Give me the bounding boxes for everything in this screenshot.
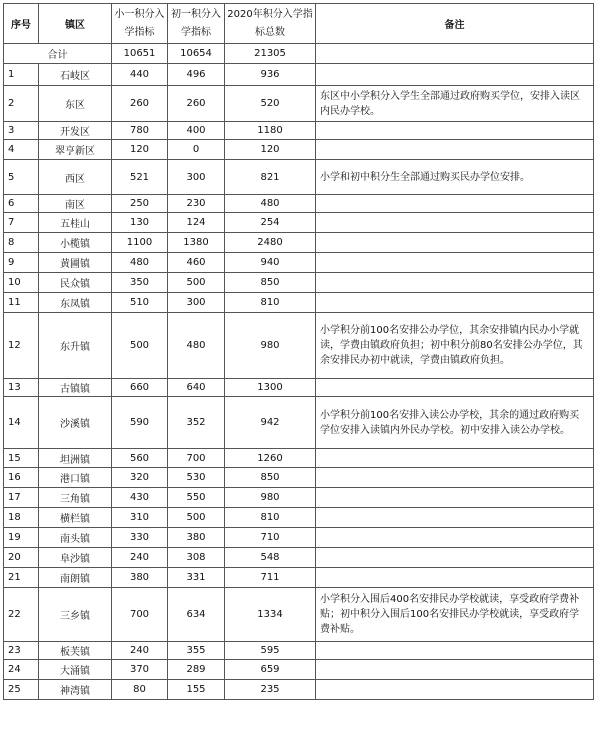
row-total-quota: 710	[225, 528, 316, 548]
table-row	[4, 379, 594, 397]
table-row	[4, 313, 594, 379]
row-total-quota: 810	[225, 293, 316, 313]
row-junior-quota: 700	[168, 449, 225, 468]
row-primary-quota: 310	[112, 508, 168, 528]
row-primary-quota: 240	[112, 642, 168, 660]
row-district: 黄圃镇	[39, 253, 112, 273]
row-district: 大涌镇	[39, 660, 112, 680]
header-junior-quota: 初一积分入学指标	[168, 4, 225, 44]
quota-table	[3, 3, 594, 700]
summary-primary: 10651	[112, 44, 168, 64]
row-junior-quota: 530	[168, 468, 225, 488]
row-seq: 9	[4, 253, 39, 273]
row-junior-quota: 352	[168, 397, 225, 449]
row-junior-quota: 300	[168, 160, 225, 195]
row-remark	[316, 213, 594, 233]
row-primary-quota: 370	[112, 660, 168, 680]
table-row	[4, 195, 594, 213]
row-primary-quota: 380	[112, 568, 168, 588]
row-seq: 22	[4, 588, 39, 642]
quota-table-sheet	[3, 3, 593, 700]
row-district: 民众镇	[39, 273, 112, 293]
table-row	[4, 488, 594, 508]
table-row	[4, 397, 594, 449]
row-district: 东区	[39, 86, 112, 122]
row-district: 东凤镇	[39, 293, 112, 313]
row-remark	[316, 195, 594, 213]
table-row	[4, 160, 594, 195]
row-primary-quota: 480	[112, 253, 168, 273]
row-remark	[316, 568, 594, 588]
row-primary-quota: 500	[112, 313, 168, 379]
row-junior-quota: 634	[168, 588, 225, 642]
row-total-quota: 850	[225, 468, 316, 488]
row-primary-quota: 780	[112, 122, 168, 140]
table-row	[4, 548, 594, 568]
table-row	[4, 122, 594, 140]
row-junior-quota: 260	[168, 86, 225, 122]
row-primary-quota: 330	[112, 528, 168, 548]
row-district: 横栏镇	[39, 508, 112, 528]
row-primary-quota: 260	[112, 86, 168, 122]
table-row	[4, 508, 594, 528]
row-seq: 6	[4, 195, 39, 213]
row-remark: 小学积分前100名安排公办学位，其余安排镇内民办小学就读，学费由镇政府负担；初中积分前80名安排公办学位，其余安排民办初中就读，学费由镇政府负担。	[316, 313, 594, 379]
row-seq: 2	[4, 86, 39, 122]
row-seq: 20	[4, 548, 39, 568]
row-seq: 10	[4, 273, 39, 293]
row-primary-quota: 660	[112, 379, 168, 397]
row-primary-quota: 250	[112, 195, 168, 213]
row-primary-quota: 440	[112, 64, 168, 86]
row-remark	[316, 140, 594, 160]
row-junior-quota: 308	[168, 548, 225, 568]
header-primary-quota: 小一积分入学指标	[112, 4, 168, 44]
row-total-quota: 1300	[225, 379, 316, 397]
row-remark	[316, 253, 594, 273]
header-total-quota: 2020年积分入学指标总数	[225, 4, 316, 44]
row-seq: 17	[4, 488, 39, 508]
row-remark: 东区中小学积分入学生全部通过政府购买学位，安排入读区内民办学校。	[316, 86, 594, 122]
row-seq: 11	[4, 293, 39, 313]
header-row	[4, 4, 594, 44]
row-seq: 16	[4, 468, 39, 488]
table-row	[4, 253, 594, 273]
row-total-quota: 711	[225, 568, 316, 588]
table-row	[4, 528, 594, 548]
summary-junior: 10654	[168, 44, 225, 64]
row-junior-quota: 300	[168, 293, 225, 313]
summary-label: 合计	[4, 44, 112, 64]
row-primary-quota: 700	[112, 588, 168, 642]
row-seq: 21	[4, 568, 39, 588]
table-row	[4, 660, 594, 680]
row-seq: 1	[4, 64, 39, 86]
row-seq: 19	[4, 528, 39, 548]
row-junior-quota: 155	[168, 680, 225, 700]
row-primary-quota: 240	[112, 548, 168, 568]
row-district: 五桂山	[39, 213, 112, 233]
row-remark	[316, 64, 594, 86]
table-row	[4, 468, 594, 488]
row-district: 西区	[39, 160, 112, 195]
row-total-quota: 1334	[225, 588, 316, 642]
row-remark	[316, 273, 594, 293]
table-row	[4, 273, 594, 293]
row-district: 三角镇	[39, 488, 112, 508]
row-remark	[316, 233, 594, 253]
row-district: 沙溪镇	[39, 397, 112, 449]
row-total-quota: 940	[225, 253, 316, 273]
header-remark: 备注	[316, 4, 594, 44]
row-seq: 15	[4, 449, 39, 468]
row-junior-quota: 124	[168, 213, 225, 233]
row-remark	[316, 508, 594, 528]
table-body	[4, 44, 594, 700]
row-district: 古镇镇	[39, 379, 112, 397]
table-row	[4, 64, 594, 86]
row-total-quota: 2480	[225, 233, 316, 253]
row-district: 翠亨新区	[39, 140, 112, 160]
table-row	[4, 588, 594, 642]
row-junior-quota: 230	[168, 195, 225, 213]
table-row	[4, 642, 594, 660]
row-total-quota: 821	[225, 160, 316, 195]
row-total-quota: 120	[225, 140, 316, 160]
row-remark: 小学积分前100名安排入读公办学校，其余的通过政府购买学位安排入读镇内外民办学校。初中安排入读公办学校。	[316, 397, 594, 449]
row-district: 小榄镇	[39, 233, 112, 253]
row-district: 开发区	[39, 122, 112, 140]
row-seq: 5	[4, 160, 39, 195]
row-remark	[316, 379, 594, 397]
row-total-quota: 942	[225, 397, 316, 449]
row-primary-quota: 120	[112, 140, 168, 160]
table-row	[4, 449, 594, 468]
row-seq: 7	[4, 213, 39, 233]
row-total-quota: 1260	[225, 449, 316, 468]
row-seq: 8	[4, 233, 39, 253]
row-remark	[316, 293, 594, 313]
row-junior-quota: 500	[168, 508, 225, 528]
row-remark	[316, 488, 594, 508]
row-remark	[316, 122, 594, 140]
row-junior-quota: 640	[168, 379, 225, 397]
row-primary-quota: 560	[112, 449, 168, 468]
row-total-quota: 980	[225, 313, 316, 379]
row-junior-quota: 0	[168, 140, 225, 160]
row-junior-quota: 550	[168, 488, 225, 508]
row-junior-quota: 460	[168, 253, 225, 273]
row-remark	[316, 660, 594, 680]
row-junior-quota: 400	[168, 122, 225, 140]
row-total-quota: 659	[225, 660, 316, 680]
row-seq: 18	[4, 508, 39, 528]
row-total-quota: 254	[225, 213, 316, 233]
row-junior-quota: 480	[168, 313, 225, 379]
row-district: 东升镇	[39, 313, 112, 379]
table-row	[4, 233, 594, 253]
row-district: 阜沙镇	[39, 548, 112, 568]
header-seq: 序号	[4, 4, 39, 44]
table-row	[4, 140, 594, 160]
row-district: 南头镇	[39, 528, 112, 548]
row-remark	[316, 468, 594, 488]
table-row	[4, 86, 594, 122]
row-remark	[316, 528, 594, 548]
row-remark	[316, 642, 594, 660]
table-row	[4, 213, 594, 233]
row-junior-quota: 289	[168, 660, 225, 680]
row-total-quota: 850	[225, 273, 316, 293]
row-seq: 13	[4, 379, 39, 397]
row-primary-quota: 521	[112, 160, 168, 195]
table-row	[4, 293, 594, 313]
row-total-quota: 980	[225, 488, 316, 508]
row-total-quota: 810	[225, 508, 316, 528]
row-seq: 23	[4, 642, 39, 660]
row-seq: 4	[4, 140, 39, 160]
row-total-quota: 520	[225, 86, 316, 122]
row-primary-quota: 80	[112, 680, 168, 700]
row-remark	[316, 548, 594, 568]
row-seq: 3	[4, 122, 39, 140]
row-remark	[316, 680, 594, 700]
summary-row	[4, 44, 594, 64]
row-district: 南朗镇	[39, 568, 112, 588]
row-district: 坦洲镇	[39, 449, 112, 468]
row-remark: 小学积分入围后400名安排民办学校就读，享受政府学费补贴；初中积分入围后100名安排民办学校就读，享受政府学费补贴。	[316, 588, 594, 642]
table-row	[4, 680, 594, 700]
summary-total: 21305	[225, 44, 316, 64]
row-junior-quota: 331	[168, 568, 225, 588]
row-total-quota: 480	[225, 195, 316, 213]
row-remark	[316, 449, 594, 468]
row-primary-quota: 350	[112, 273, 168, 293]
row-junior-quota: 380	[168, 528, 225, 548]
row-seq: 14	[4, 397, 39, 449]
summary-remark	[316, 44, 594, 64]
row-remark: 小学和初中积分生全部通过购买民办学位安排。	[316, 160, 594, 195]
row-primary-quota: 130	[112, 213, 168, 233]
row-primary-quota: 590	[112, 397, 168, 449]
row-junior-quota: 496	[168, 64, 225, 86]
row-seq: 24	[4, 660, 39, 680]
row-total-quota: 936	[225, 64, 316, 86]
row-total-quota: 548	[225, 548, 316, 568]
row-total-quota: 235	[225, 680, 316, 700]
row-district: 港口镇	[39, 468, 112, 488]
row-junior-quota: 355	[168, 642, 225, 660]
row-junior-quota: 500	[168, 273, 225, 293]
row-total-quota: 595	[225, 642, 316, 660]
row-primary-quota: 510	[112, 293, 168, 313]
row-district: 南区	[39, 195, 112, 213]
row-seq: 12	[4, 313, 39, 379]
row-district: 板芙镇	[39, 642, 112, 660]
row-primary-quota: 1100	[112, 233, 168, 253]
header-district: 镇区	[39, 4, 112, 44]
row-district: 神湾镇	[39, 680, 112, 700]
row-junior-quota: 1380	[168, 233, 225, 253]
row-primary-quota: 320	[112, 468, 168, 488]
row-seq: 25	[4, 680, 39, 700]
table-row	[4, 568, 594, 588]
row-district: 石岐区	[39, 64, 112, 86]
row-primary-quota: 430	[112, 488, 168, 508]
row-total-quota: 1180	[225, 122, 316, 140]
row-district: 三乡镇	[39, 588, 112, 642]
